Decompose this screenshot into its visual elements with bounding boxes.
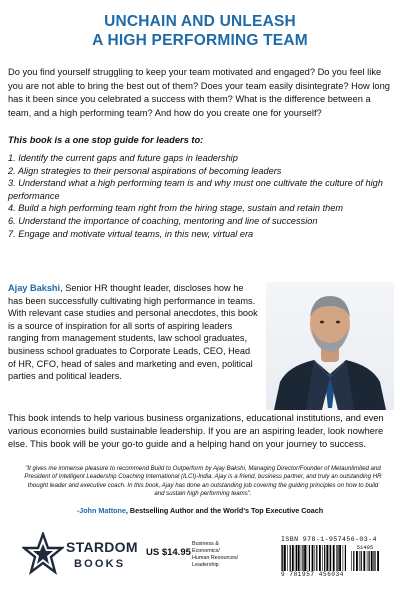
isbn-barcode [278,534,382,582]
guide-item: 6. Understand the importance of coaching, mentoring and line of succession [8,215,318,226]
isbn-number: ISBN 978-1-957456-03-4 [281,536,377,543]
barcode-bar [333,545,335,571]
author-photo [266,282,394,410]
bisac-category [192,541,254,569]
testimonial-attribution [0,506,400,515]
barcode-bar [315,545,316,571]
barcode-bar [296,545,297,571]
barcode-bar [309,545,310,571]
barcode-bar [326,545,328,571]
barcode-bar [292,545,294,571]
barcode-bar [329,545,330,571]
barcode-bar [353,551,354,571]
barcode-icon [281,545,347,571]
publisher-logo [22,532,138,578]
barcode-bar [304,545,306,571]
barcode-bar [361,551,362,571]
barcode-bar [373,551,374,571]
barcode-bar [295,545,296,571]
closing-paragraph: This book intends to help various business organizations, educational institutions, and even various economies build sustainable leadership. If you are an aspiring leader, look nowhere else. This book will be your go-to guide and a helping hand on your journey to success. [8,413,384,449]
price-addon [351,545,379,571]
author-bio-text: , Senior HR thought leader, discloses how he has been successfully cultivating high performance in teams. With relevant case studies and personal anecdotes, this book is a source of inspiration for all sorts of aspiring leaders ranging from management students, law school graduates, business school graduates to Corporate Leads, CEO, Head of HR, CFO, head of sales and marketing and even, political parties and political leaders. [8,283,258,382]
guide-lead: This book is a one stop guide for leaders to: [8,135,204,145]
barcode-bar [356,551,358,571]
guide-item: 1. Identify the current gaps and future gaps in leadership [8,153,238,163]
title-line-2: A HIGH PERFORMING TEAM [92,32,308,49]
barcode-bar [287,545,288,571]
category-line: Human Resources/ [192,555,239,561]
barcode-row [281,545,379,571]
barcode-bar [377,551,379,571]
testimonial-name: -John Mattone [76,506,126,515]
publisher-subname: BOOKS [74,558,126,570]
barcode-bar [307,545,308,571]
category-line: Leadership [192,562,219,568]
price: US $14.95 [146,547,191,558]
barcode-bar [371,551,373,571]
intro-paragraph: Do you find yourself struggling to keep your team motivated and engaged? Do you feel like you are not able to bring the best out of them? Does your team easily disintegrate? How long has it been since you celebrated a success with them? What is the difference between a team, and a high performing team? And how do you create one for yourself? [8,67,390,118]
barcode-bar [367,551,368,571]
publisher-name: STARDOM [66,539,138,555]
barcode-bar [363,551,365,571]
barcode-bar [316,545,317,571]
barcode-bar [330,545,331,571]
barcode-bar [339,545,341,571]
category-line: Economics/ [192,548,220,554]
guide-item: 2. Align strategies to their personal aspirations of becoming leaders [8,165,282,176]
barcode-bar [290,545,291,571]
testimonial-role: , Bestselling Author and the World's Top Executive Coach [125,506,324,515]
testimonial-quote: "It gives me immense pleasure to recommend Build to Outperform by Ajay Bakshi, Managing Director/Founder of Metaunlimited and President of Intelligent Leadership Coaching International (ILCI)-India. Ajay is a friend, business partner, and truly an outstanding HR thought leader and executive coach. In this book, Ajay has done an outstanding job covering the guiding principles on how to build and sustain high performing teams". [24,465,382,497]
barcode-bar [336,545,337,571]
barcode-bar [343,545,344,571]
barcode-bar [322,545,323,571]
barcode-bar [351,551,352,571]
barcode-bar [301,545,302,571]
barcode-bar [319,545,321,571]
guide-item: 7. Engage and motivate virtual teams, in this new, virtual era [8,228,254,239]
barcode-bar [284,545,286,571]
addon-number: 51495 [356,544,374,551]
title-line-1: UNCHAIN AND UNLEASH [104,13,296,30]
barcode-bar [374,551,375,571]
guide-list [8,152,394,240]
barcode-bar [359,551,360,571]
barcode-bar [298,545,300,571]
author-portrait-illustration [266,282,394,410]
top-band [0,0,400,12]
addon-barcode-icon [351,551,379,571]
barcode-bar [281,545,282,571]
barcode-bar [312,545,314,571]
star-icon [22,532,64,576]
barcode-bar [324,545,325,571]
category-line: Business & [192,541,219,547]
barcode-bar [282,545,283,571]
author-name: Ajay Bakshi [8,283,61,293]
ean-digits: 9 781957 456034 [281,571,345,578]
barcode-bar [337,545,338,571]
back-cover-title [0,12,400,50]
barcode-bar [369,551,370,571]
barcode-bar [302,545,303,571]
guide-item: 3. Understand what a high performing team is and why must one cultivate the culture of high performance [8,178,383,201]
guide-item: 4. Build a high performing team right from the hiring stage, sustain and retain them [8,203,344,214]
author-bio [8,282,258,383]
barcode-bar [345,545,346,571]
